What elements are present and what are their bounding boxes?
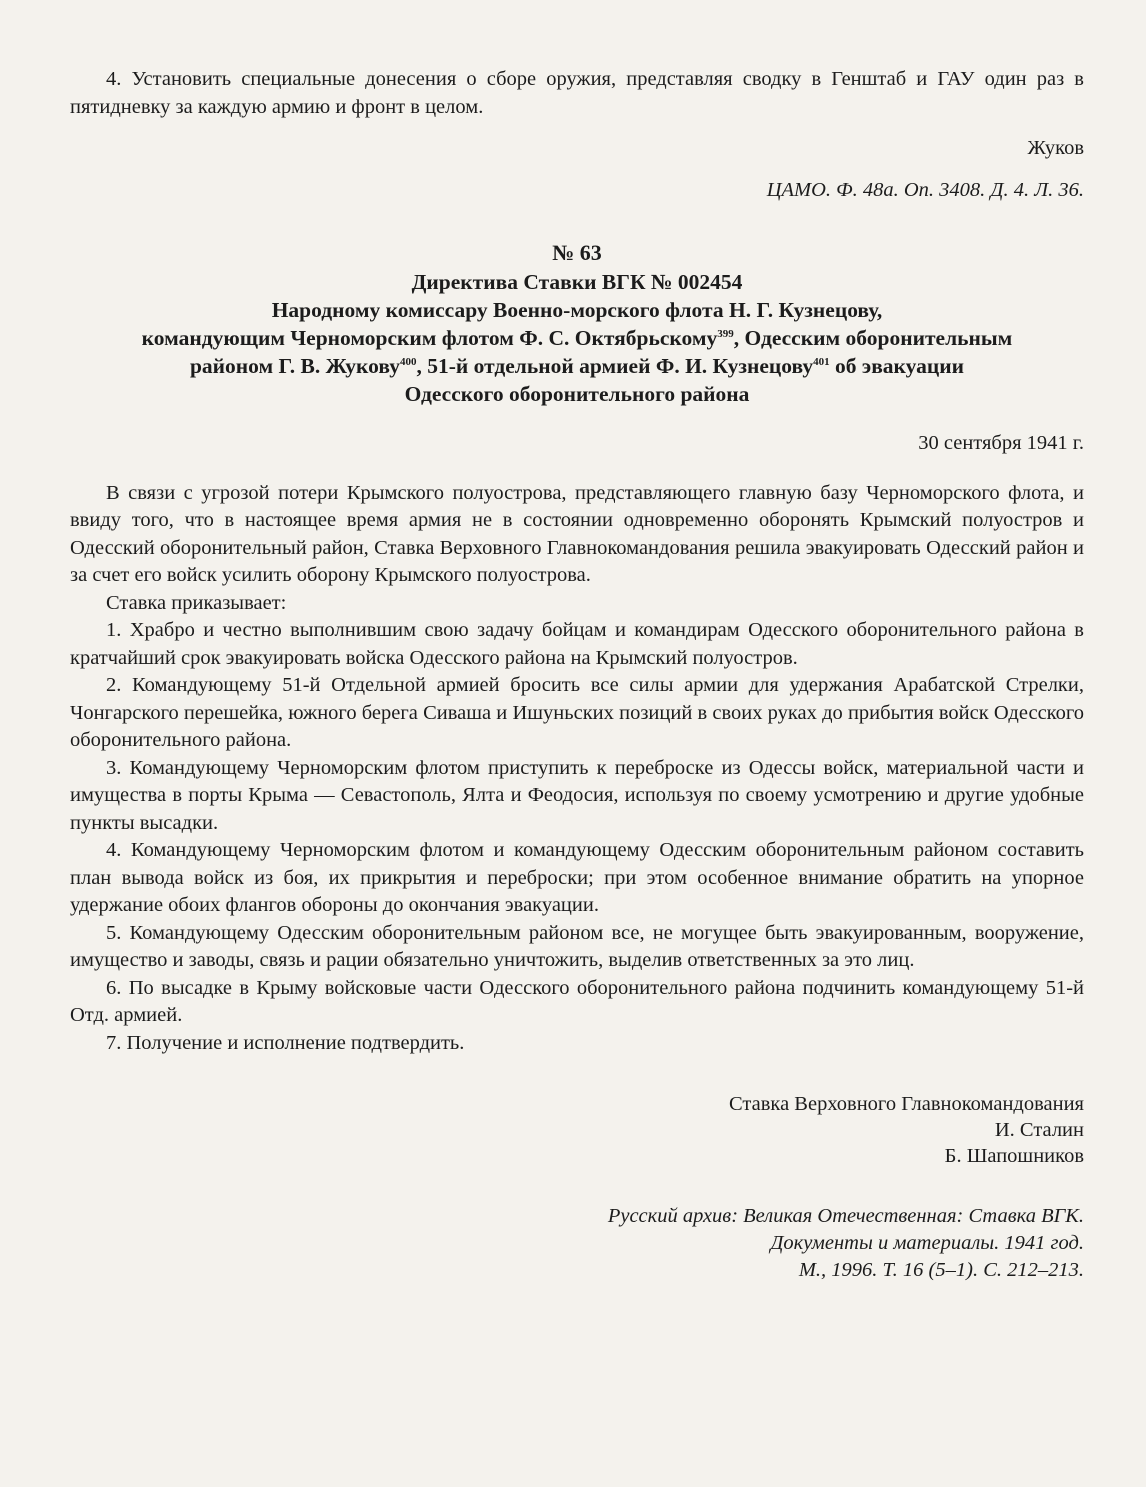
previous-signature: Жуков <box>1027 137 1084 159</box>
intro-paragraph: В связи с угрозой потери Крымского полуострова, представляющего главную базу Черноморского флота, и ввиду того, что в настоящее время армия не в состоянии одновременно оборонять Крымский полуостров и Одесский оборонительный район, Ставка Верховного Главнокомандования решила эвакуировать Одесский район и за счет его войск усилить оборону Крымского полуострова. <box>70 481 1084 586</box>
order-item-1: 1. Храбро и честно выполнившим свою задачу бойцам и командирам Одесского оборонительного района в кратчайший срок эвакуировать войска Одесского района на Крымский полуостров. <box>70 619 1084 669</box>
source-line-2: Документы и материалы. 1941 год. <box>770 1232 1084 1254</box>
order-item-5: 5. Командующему Одесским оборонительным районом все, не могущее быть эвакуированным, вооружение, имущество и заводы, связь и рации обязательно уничтожить, выделив ответственных за это лиц. <box>70 921 1084 971</box>
order-item-7: 7. Получение и исполнение подтвердить. <box>106 1031 465 1054</box>
page-content <box>70 66 1084 1284</box>
signature-block <box>70 1091 1084 1169</box>
previous-order-item-4: 4. Установить специальные донесения о сборе оружия, представляя сводку в Генштаб и ГАУ один раз в пятидневку за каждую армию и фронт в целом. <box>70 68 1084 118</box>
heading-line-3: командующим Черноморским флотом Ф. С. Октябрьскому$^{399}$, Одесским оборонительным <box>141 326 1013 350</box>
signature-shaposhnikov: Б. Шапошников <box>944 1145 1084 1167</box>
source-line-3: М., 1996. Т. 16 (5–1). С. 212–213. <box>798 1259 1084 1281</box>
heading-line-5: Одесского оборонительного района <box>404 382 750 406</box>
document-number: № 63 <box>552 240 602 265</box>
order-item-3: 3. Командующему Черноморским флотом приступить к переброске из Одессы войск, материальной части и имущества в порты Крыма — Севастополь, Ялта и Феодосия, используя по своему усмотрению и другие удобные пункты высадки. <box>70 756 1084 834</box>
source-line-1: Русский архив: Великая Отечественная: Ставка ВГК. <box>607 1205 1084 1227</box>
footnote-ref-399: 399 <box>717 327 734 340</box>
order-item-2: 2. Командующему 51-й Отдельной армией бросить все силы армии для удержания Арабатской Стрелки, Чонгарского перешейка, южного берега Сиваша и Ишуньских позиций в своих руках до прибытия войск Одесского оборонительного района. <box>70 674 1084 751</box>
document-heading <box>70 268 1084 408</box>
heading-line-1: Директива Ставки ВГК № 002454 <box>411 270 743 294</box>
archive-source <box>70 1203 1084 1284</box>
order-item-6: 6. По высадке в Крыму войсковые части Одесского оборонительного района подчинить командующему 51-й Отд. армией. <box>70 976 1084 1026</box>
document-date: 30 сентября 1941 г. <box>918 432 1084 454</box>
heading-line-2: Народному комиссару Военно-морского флота Н. Г. Кузнецову, <box>271 298 883 322</box>
footnote-ref-401: 401 <box>813 355 830 368</box>
order-lead: Ставка приказывает: <box>106 591 287 614</box>
order-item-4: 4. Командующему Черноморским флотом и командующему Одесским оборонительным районом составить план вывода войск из боя, их прикрытия и переброски; при этом особенное внимание обратить на упорное удержание обоих флангов обороны до окончания эвакуации. <box>70 839 1084 916</box>
heading-line-4: районом Г. В. Жукову$^{400}$, 51-й отдельной армией Ф. И. Кузнецову$^{401}$ об эвакуации <box>189 354 965 378</box>
footnote-ref-400: 400 <box>399 355 417 368</box>
signature-stalin: И. Сталин <box>994 1119 1084 1141</box>
signature-organization: Ставка Верховного Главнокомандования <box>729 1093 1084 1115</box>
previous-archive-source: ЦАМО. Ф. 48а. Оп. 3408. Д. 4. Л. 36. <box>766 178 1084 201</box>
